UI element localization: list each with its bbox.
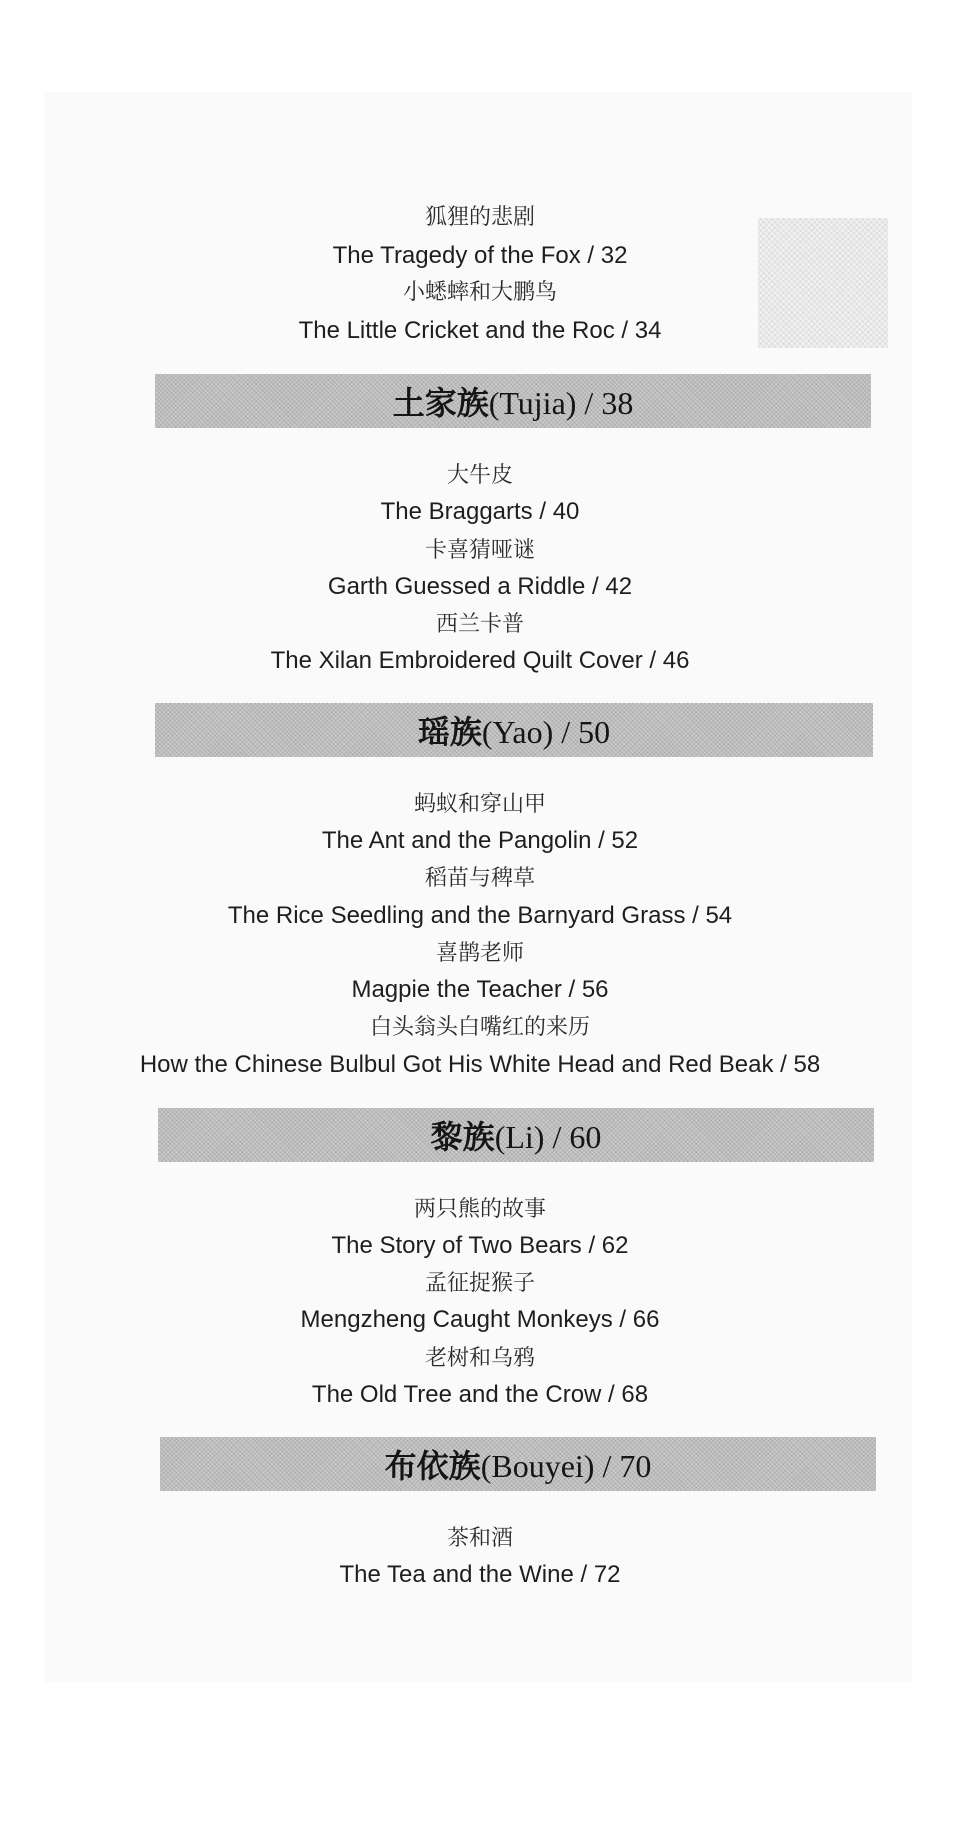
entry-title-cn: 小蟋蟀和大鹏鸟: [402, 280, 557, 305]
entry-title-cn: 两只熊的故事: [413, 1197, 546, 1222]
entry-title-cn: 卡喜猜哑谜: [424, 538, 535, 563]
section-heading-text: 黎族(Li) / 60: [430, 1119, 602, 1155]
entry-title-en: The Old Tree and the Crow / 68: [311, 1381, 649, 1408]
entry-title-en: Mengzheng Caught Monkeys / 66: [300, 1306, 660, 1333]
section-heading-text: 土家族(Tujia) / 38: [392, 385, 634, 421]
section-heading-tujia: [155, 374, 871, 428]
section-heading-text: 瑶族(Yao) / 50: [417, 714, 611, 750]
entry-title-cn: 稻苗与稗草: [424, 866, 535, 891]
section-heading-text: 布依族(Bouyei) / 70: [384, 1448, 652, 1484]
entry-title-en: Magpie the Teacher / 56: [351, 976, 609, 1003]
entry-title-en: The Little Cricket and the Roc / 34: [298, 317, 662, 344]
entry-title-en: The Tragedy of the Fox / 32: [332, 242, 628, 269]
entry-title-cn: 茶和酒: [446, 1526, 513, 1551]
entry-title-cn: 孟征捉猴子: [424, 1271, 535, 1296]
section-heading-li: [158, 1108, 874, 1162]
entry-title-cn: 狐狸的悲剧: [424, 205, 535, 230]
entry-title-cn: 大牛皮: [446, 463, 513, 488]
entry-title-en: The Rice Seedling and the Barnyard Grass / 54: [227, 902, 733, 929]
entry-title-en: The Tea and the Wine / 72: [339, 1561, 621, 1588]
entry-title-en: The Xilan Embroidered Quilt Cover / 46: [270, 647, 690, 674]
entry-title-en: How the Chinese Bulbul Got His White Head and Red Beak / 58: [139, 1051, 821, 1078]
entry-title-en: The Story of Two Bears / 62: [331, 1232, 629, 1259]
entry-title-cn: 西兰卡普: [435, 612, 524, 637]
entry-title-en: The Ant and the Pangolin / 52: [321, 827, 639, 854]
entry-title-en: Garth Guessed a Riddle / 42: [327, 573, 633, 600]
entry-title-cn: 蚂蚁和穿山甲: [413, 792, 546, 817]
section-heading-bouyei: [160, 1437, 876, 1491]
entry-title-cn: 喜鹊老师: [435, 941, 524, 966]
entry-title-cn: 白头翁头白嘴红的来历: [369, 1015, 590, 1040]
entry-title-cn: 老树和乌鸦: [424, 1346, 535, 1371]
section-heading-yao: [155, 703, 873, 757]
entry-title-en: The Braggarts / 40: [380, 498, 580, 525]
